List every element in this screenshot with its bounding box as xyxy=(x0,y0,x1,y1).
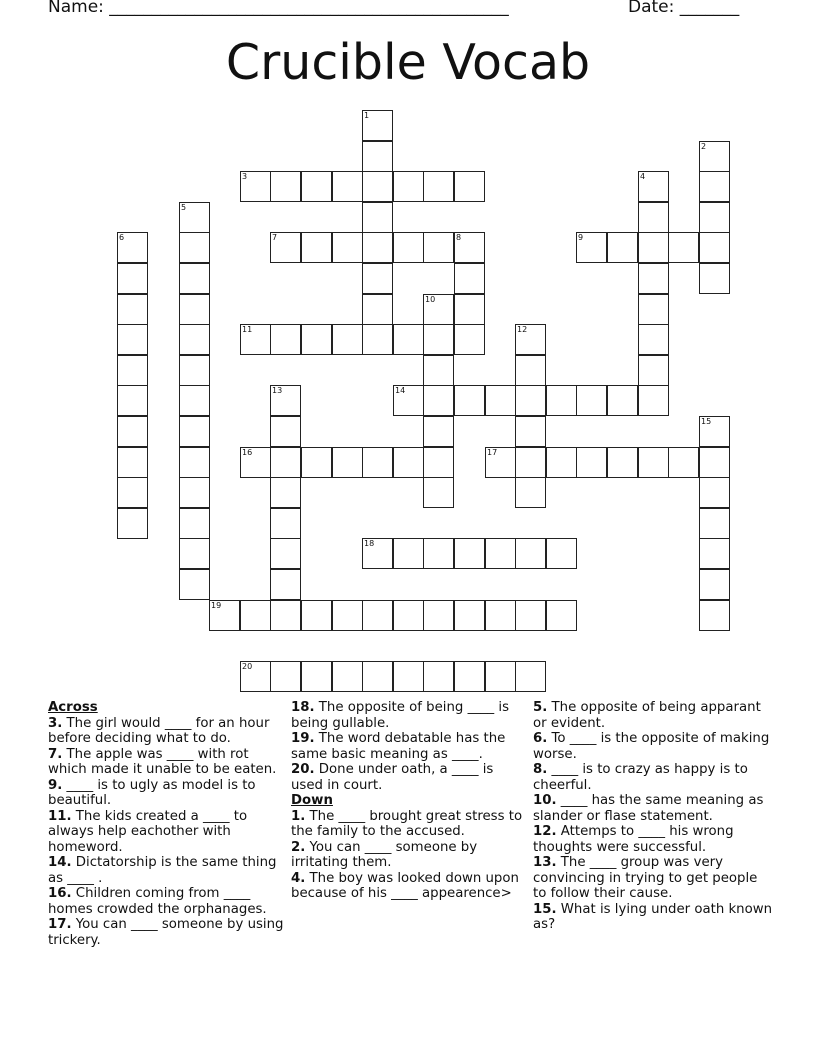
crossword-cell[interactable] xyxy=(546,538,577,569)
crossword-cell[interactable] xyxy=(332,232,363,263)
crossword-cell[interactable] xyxy=(423,232,454,263)
crossword-cell[interactable] xyxy=(362,110,393,141)
crossword-cell[interactable] xyxy=(515,600,546,631)
crossword-cell[interactable] xyxy=(638,324,669,355)
cell-number: 16 xyxy=(242,448,253,457)
clue-number: 20. xyxy=(291,762,315,777)
crossword-cell[interactable] xyxy=(179,232,210,263)
clue-number: 6. xyxy=(533,731,548,746)
crossword-cell[interactable] xyxy=(117,477,148,508)
cell-number: 1 xyxy=(364,111,370,120)
clue-text: The opposite of being ____ is being gullable. xyxy=(291,700,510,731)
clue-number: 19. xyxy=(291,731,315,746)
crossword-cell[interactable] xyxy=(423,324,454,355)
cell-number: 8 xyxy=(456,233,462,242)
crossword-cell[interactable] xyxy=(454,324,485,355)
crossword-cell[interactable] xyxy=(607,385,638,416)
crossword-cell[interactable] xyxy=(270,508,301,539)
crossword-cell[interactable] xyxy=(362,447,393,478)
clue-down xyxy=(291,809,523,840)
cell-number: 6 xyxy=(119,233,125,242)
crossword-cell[interactable] xyxy=(117,508,148,539)
clue-across xyxy=(291,762,523,793)
crossword-cell[interactable] xyxy=(393,385,424,416)
clue-number: 14. xyxy=(48,855,72,870)
clue-number: 10. xyxy=(533,793,557,808)
clue-number: 15. xyxy=(533,901,557,917)
crossword-cell[interactable] xyxy=(332,447,363,478)
crossword-cell[interactable] xyxy=(515,661,546,692)
crossword-cell[interactable] xyxy=(179,569,210,600)
crossword-cell[interactable] xyxy=(546,600,577,631)
clue-down xyxy=(533,731,773,762)
crossword-cell[interactable] xyxy=(515,355,546,386)
crossword-cell[interactable] xyxy=(362,141,393,172)
crossword-cell[interactable] xyxy=(638,171,669,202)
crossword-cell[interactable] xyxy=(332,600,363,631)
clue-text: ____ is to crazy as happy is to cheerful. xyxy=(533,762,748,793)
clue-across xyxy=(48,809,286,856)
name-blank: _______________________________________________ xyxy=(109,0,509,17)
clue-across xyxy=(48,778,286,809)
cell-number: 20 xyxy=(242,662,253,671)
crossword-cell[interactable] xyxy=(423,294,454,325)
cell-number: 18 xyxy=(364,539,375,548)
crossword-cell[interactable] xyxy=(117,447,148,478)
cell-number: 17 xyxy=(487,448,498,457)
crossword-cell[interactable] xyxy=(270,569,301,600)
clue-across xyxy=(48,747,286,778)
clue-across xyxy=(48,716,286,747)
crossword-cell[interactable] xyxy=(515,477,546,508)
clue-text: The boy was looked down upon because of his ____ appearence> xyxy=(291,870,519,901)
crossword-cell[interactable] xyxy=(423,447,454,478)
clue-text: Dictatorship is the same thing as ____ . xyxy=(48,855,277,886)
crossword-cell[interactable] xyxy=(362,232,393,263)
cell-number: 5 xyxy=(181,203,187,212)
crossword-cell[interactable] xyxy=(117,232,148,263)
crossword-cell[interactable] xyxy=(301,447,332,478)
cell-number: 11 xyxy=(242,325,253,334)
crossword-cell[interactable] xyxy=(699,141,730,172)
crossword-cell[interactable] xyxy=(546,447,577,478)
clue-column-3 xyxy=(533,700,773,933)
crossword-cell[interactable] xyxy=(638,355,669,386)
cell-number: 7 xyxy=(272,233,278,242)
crossword-cell[interactable] xyxy=(362,171,393,202)
crossword-cell[interactable] xyxy=(454,385,485,416)
clue-number: 2. xyxy=(291,839,306,855)
cell-number: 12 xyxy=(517,325,528,334)
crossword-cell[interactable] xyxy=(423,355,454,386)
crossword-cell[interactable] xyxy=(393,447,424,478)
cell-number: 10 xyxy=(425,295,436,304)
crossword-cell[interactable] xyxy=(362,324,393,355)
crossword-cell[interactable] xyxy=(270,232,301,263)
crossword-cell[interactable] xyxy=(301,324,332,355)
crossword-cell[interactable] xyxy=(117,385,148,416)
crossword-cell[interactable] xyxy=(179,538,210,569)
crossword-cell[interactable] xyxy=(117,416,148,447)
crossword-cell[interactable] xyxy=(699,263,730,294)
crossword-cell[interactable] xyxy=(270,661,301,692)
clue-text: You can ____ someone by using trickery. xyxy=(48,917,284,948)
crossword-cell[interactable] xyxy=(270,324,301,355)
page-title: Crucible Vocab xyxy=(225,34,591,91)
crossword-cell[interactable] xyxy=(699,600,730,631)
crossword-cell[interactable] xyxy=(117,324,148,355)
crossword-cell[interactable] xyxy=(179,324,210,355)
crossword-cell[interactable] xyxy=(423,538,454,569)
crossword-cell[interactable] xyxy=(270,477,301,508)
crossword-cell[interactable] xyxy=(362,661,393,692)
crossword-cell[interactable] xyxy=(607,447,638,478)
clue-down xyxy=(533,902,773,933)
clue-column-2 xyxy=(291,700,523,902)
crossword-cell[interactable] xyxy=(454,538,485,569)
clue-text: Children coming from ____ homes crowded the orphanages. xyxy=(48,886,267,917)
clue-column-1 xyxy=(48,700,286,948)
crossword-cell[interactable] xyxy=(179,447,210,478)
crossword-cell[interactable] xyxy=(423,661,454,692)
clue-text: To ____ is the opposite of making worse. xyxy=(533,731,770,762)
crossword-cell[interactable] xyxy=(179,263,210,294)
clue-down xyxy=(291,840,523,871)
clue-text: Attemps to ____ his wrong thoughts were successful. xyxy=(533,824,734,855)
crossword-cell[interactable] xyxy=(638,385,669,416)
crossword-cell[interactable] xyxy=(423,600,454,631)
clue-down xyxy=(533,700,773,731)
crossword-cell[interactable] xyxy=(270,447,301,478)
crossword-cell[interactable] xyxy=(638,294,669,325)
crossword-cell[interactable] xyxy=(423,385,454,416)
crossword-cell[interactable] xyxy=(515,538,546,569)
clue-number: 11. xyxy=(48,808,72,824)
down-heading: Down xyxy=(291,793,333,808)
clue-across xyxy=(291,700,523,731)
crossword-cell[interactable] xyxy=(454,600,485,631)
crossword-cell[interactable] xyxy=(699,477,730,508)
crossword-cell[interactable] xyxy=(362,600,393,631)
crossword-cell[interactable] xyxy=(393,171,424,202)
crossword-cell[interactable] xyxy=(515,385,546,416)
crossword-cell[interactable] xyxy=(699,508,730,539)
crossword-cell[interactable] xyxy=(454,263,485,294)
crossword-cell[interactable] xyxy=(179,477,210,508)
crossword-cell[interactable] xyxy=(179,355,210,386)
crossword-cell[interactable] xyxy=(393,661,424,692)
crossword-cell[interactable] xyxy=(393,324,424,355)
crossword-cell[interactable] xyxy=(423,171,454,202)
clue-text: What is lying under oath known as? xyxy=(533,901,773,932)
clue-number: 4. xyxy=(291,870,306,886)
clue-number: 13. xyxy=(533,855,557,870)
crossword-cell[interactable] xyxy=(699,569,730,600)
clue-across xyxy=(48,886,286,917)
crossword-cell[interactable] xyxy=(362,202,393,233)
clue-number: 1. xyxy=(291,808,306,824)
across-heading: Across xyxy=(48,700,98,715)
clue-number: 3. xyxy=(48,715,63,731)
crossword-cell[interactable] xyxy=(485,661,516,692)
crossword-cell[interactable] xyxy=(209,600,240,631)
clue-number: 17. xyxy=(48,917,72,932)
crossword-cell[interactable] xyxy=(179,294,210,325)
crossword-cell[interactable] xyxy=(117,355,148,386)
crossword-cell[interactable] xyxy=(485,385,516,416)
clue-number: 16. xyxy=(48,886,72,901)
crossword-cell[interactable] xyxy=(668,232,699,263)
clue-number: 8. xyxy=(533,762,548,777)
crossword-cell[interactable] xyxy=(301,232,332,263)
crossword-cell[interactable] xyxy=(699,171,730,202)
clue-across xyxy=(291,731,523,762)
crossword-cell[interactable] xyxy=(454,171,485,202)
cell-number: 15 xyxy=(701,417,712,426)
cell-number: 19 xyxy=(211,601,222,610)
crossword-cell[interactable] xyxy=(301,171,332,202)
crossword-cell[interactable] xyxy=(699,538,730,569)
crossword-cell[interactable] xyxy=(638,202,669,233)
crossword-cell[interactable] xyxy=(393,600,424,631)
clue-down xyxy=(533,793,773,824)
crossword-cell[interactable] xyxy=(240,171,271,202)
crossword-cell[interactable] xyxy=(576,232,607,263)
clue-number: 18. xyxy=(291,700,315,715)
crossword-cell[interactable] xyxy=(699,232,730,263)
crossword-cell[interactable] xyxy=(362,263,393,294)
crossword-cell[interactable] xyxy=(117,294,148,325)
crossword-cell[interactable] xyxy=(179,508,210,539)
crossword-cell[interactable] xyxy=(362,538,393,569)
clue-down xyxy=(533,762,773,793)
crossword-cell[interactable] xyxy=(270,171,301,202)
date-label: Date: xyxy=(628,0,680,17)
cell-number: 2 xyxy=(701,142,707,151)
clue-across xyxy=(48,855,286,886)
crossword-cell[interactable] xyxy=(301,600,332,631)
crossword-cell[interactable] xyxy=(607,232,638,263)
crossword-cell[interactable] xyxy=(332,661,363,692)
cell-number: 4 xyxy=(640,172,646,181)
crossword-cell[interactable] xyxy=(454,294,485,325)
crossword-cell[interactable] xyxy=(270,385,301,416)
clue-text: The kids created a ____ to always help eachother with homeword. xyxy=(48,808,248,855)
clue-number: 9. xyxy=(48,777,63,793)
crossword-cell[interactable] xyxy=(270,416,301,447)
crossword-cell[interactable] xyxy=(485,447,516,478)
clue-text: The ____ brought great stress to the family to the accused. xyxy=(291,808,523,839)
name-label: Name: xyxy=(48,0,110,17)
crossword-cell[interactable] xyxy=(638,263,669,294)
cell-number: 13 xyxy=(272,386,283,395)
crossword-cell[interactable] xyxy=(179,385,210,416)
clue-down xyxy=(533,824,773,855)
crossword-cell[interactable] xyxy=(240,447,271,478)
crossword-cell[interactable] xyxy=(668,447,699,478)
crossword-cell[interactable] xyxy=(546,385,577,416)
clue-number: 5. xyxy=(533,700,548,715)
crossword-cell[interactable] xyxy=(485,538,516,569)
crossword-cell[interactable] xyxy=(699,202,730,233)
clue-number: 7. xyxy=(48,746,63,762)
crossword-cell[interactable] xyxy=(393,538,424,569)
crossword-cell[interactable] xyxy=(638,232,669,263)
crossword-cell[interactable] xyxy=(699,416,730,447)
crossword-cell[interactable] xyxy=(638,447,669,478)
crossword-cell[interactable] xyxy=(179,416,210,447)
crossword-cell[interactable] xyxy=(332,171,363,202)
clue-text: The apple was ____ with rot which made it unable to be eaten. xyxy=(48,746,277,777)
crossword-cell[interactable] xyxy=(362,294,393,325)
crossword-cell[interactable] xyxy=(423,477,454,508)
clue-across xyxy=(48,917,286,948)
crossword-cell[interactable] xyxy=(423,416,454,447)
crossword-cell[interactable] xyxy=(240,600,271,631)
date-blank: _______ xyxy=(679,0,740,17)
clue-text: ____ has the same meaning as slander or flase statement. xyxy=(533,793,764,824)
clue-text: Done under oath, a ____ is used in court. xyxy=(291,762,494,793)
crossword-cell[interactable] xyxy=(576,385,607,416)
clue-text: The opposite of being apparant or evident. xyxy=(533,700,761,731)
cell-number: 14 xyxy=(395,386,406,395)
crossword-cell[interactable] xyxy=(576,447,607,478)
clue-text: The ____ group was very convincing in trying to get people to follow their cause. xyxy=(533,855,758,901)
crossword-cell[interactable] xyxy=(270,600,301,631)
cell-number: 9 xyxy=(578,233,584,242)
crossword-cell[interactable] xyxy=(240,324,271,355)
crossword-cell[interactable] xyxy=(179,202,210,233)
crossword-cell[interactable] xyxy=(515,416,546,447)
clue-text: The word debatable has the same basic meaning as ____. xyxy=(291,731,506,762)
clue-text: The girl would ____ for an hour before deciding what to do. xyxy=(48,715,270,746)
clue-down xyxy=(533,855,773,902)
crossword-cell[interactable] xyxy=(393,232,424,263)
crossword-cell[interactable] xyxy=(332,324,363,355)
clue-number: 12. xyxy=(533,824,557,839)
crossword-cell[interactable] xyxy=(699,447,730,478)
clue-text: ____ is to ugly as model is to beautiful. xyxy=(48,777,256,808)
crossword-cell[interactable] xyxy=(301,661,332,692)
crossword-cell[interactable] xyxy=(270,538,301,569)
crossword-cell[interactable] xyxy=(240,661,271,692)
crossword-cell[interactable] xyxy=(454,232,485,263)
crossword-cell[interactable] xyxy=(117,263,148,294)
clue-down xyxy=(291,871,523,902)
clue-text: You can ____ someone by irritating them. xyxy=(291,839,478,870)
crossword-cell[interactable] xyxy=(485,600,516,631)
crossword-cell[interactable] xyxy=(515,447,546,478)
crossword-cell[interactable] xyxy=(515,324,546,355)
crossword-cell[interactable] xyxy=(454,661,485,692)
cell-number: 3 xyxy=(242,172,248,181)
